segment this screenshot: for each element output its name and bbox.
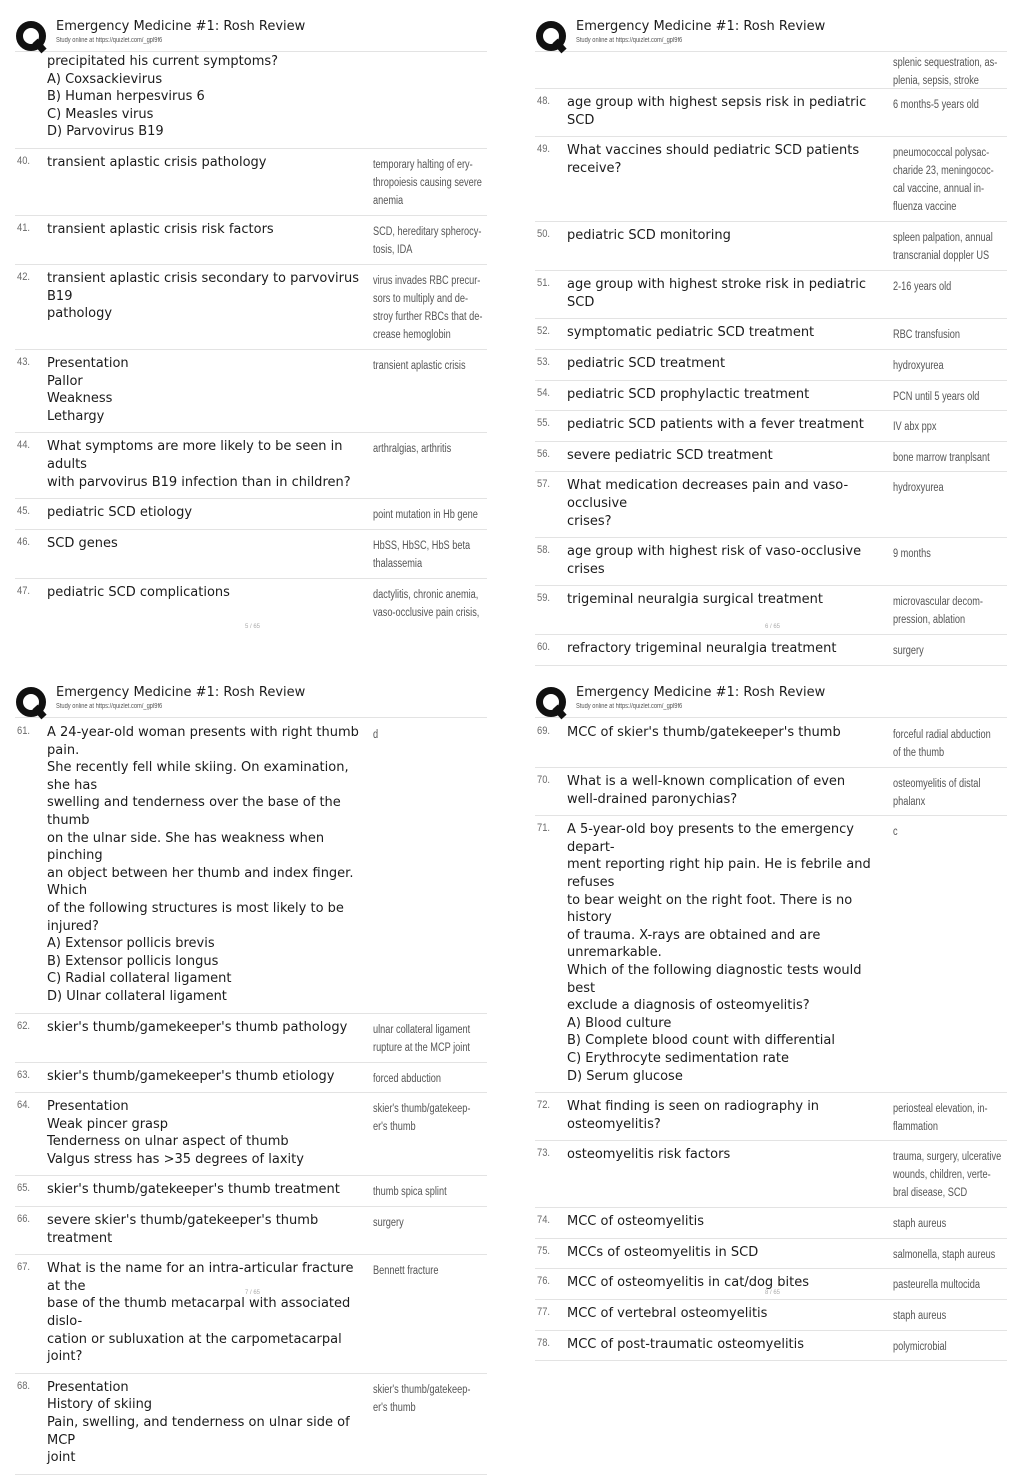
- flashcard-row: [15, 499, 487, 530]
- card-number: 74.: [537, 1214, 551, 1227]
- card-definition: salmonella, staph aureus: [893, 1248, 996, 1261]
- card-number: 71.: [537, 822, 551, 835]
- flashcard-row: [15, 149, 487, 216]
- flashcard-row: [15, 1063, 487, 1094]
- page-number: 8 / 65: [765, 1290, 781, 1296]
- header-title: Emergency Medicine #1: Rosh Review: [576, 19, 826, 34]
- page-number: 7 / 65: [245, 1290, 261, 1296]
- flashcard-row: [15, 265, 487, 350]
- document-page-6: [535, 14, 1025, 664]
- card-term: age group with highest risk of vaso-occlusive crises: [567, 544, 862, 577]
- header-title: Emergency Medicine #1: Rosh Review: [56, 685, 306, 700]
- card-term: severe pediatric SCD treatment: [567, 447, 773, 463]
- flashcard-row: [535, 319, 1007, 350]
- page-header: [15, 14, 487, 52]
- page-header: [535, 680, 1007, 718]
- page-header: [535, 14, 1007, 52]
- flashcard-row: [535, 816, 1007, 1093]
- card-definition: osteomyelitis of distal phalanx: [893, 778, 981, 808]
- flashcard-row: [15, 579, 487, 627]
- header-subtitle: Study online at https://quizlet.com/_gpl9f6: [576, 703, 683, 710]
- card-number: 48.: [537, 95, 551, 107]
- flashcard-row: [535, 442, 1007, 473]
- card-number: 42.: [17, 270, 31, 283]
- card-number: 78.: [537, 1336, 551, 1349]
- card-term: MCC of osteomyelitis: [567, 1214, 705, 1230]
- card-term: pediatric SCD prophylactic treatment: [567, 386, 810, 402]
- card-definition: RBC transfusion: [893, 329, 960, 342]
- card-definition: ulnar collateral ligament rupture at the MCP joint: [373, 1023, 471, 1054]
- header-title: Emergency Medicine #1: Rosh Review: [576, 685, 826, 700]
- card-definition: splenic sequestration, as- plenia, sepsis, stroke: [893, 57, 998, 87]
- quizlet-logo-icon: [535, 686, 569, 720]
- card-number: 46.: [17, 535, 31, 548]
- card-definition: virus invades RBC precur- sors to multiply and de- stroy further RBCs that de- crease hemoglobin: [373, 274, 483, 341]
- card-number: 57.: [537, 478, 551, 491]
- card-term: Presentation History of skiing Pain, swelling, and tenderness on ulnar side of MCP joint: [47, 1379, 350, 1466]
- card-number: 44.: [17, 439, 31, 452]
- flashcard-row: [535, 1093, 1007, 1141]
- card-number: 63.: [17, 1068, 31, 1081]
- card-number: 77.: [537, 1306, 551, 1319]
- card-definition: point mutation in Hb gene: [373, 509, 478, 522]
- card-term: transient aplastic crisis risk factors: [47, 221, 274, 237]
- card-number: 60.: [537, 641, 551, 654]
- card-term: MCC of osteomyelitis in cat/dog bites: [567, 1275, 810, 1291]
- card-number: 64.: [17, 1099, 31, 1112]
- page-number: 6 / 65: [765, 624, 781, 630]
- card-term: MCC of post-traumatic osteomyelitis: [567, 1336, 805, 1352]
- card-definition: 6 months-5 years old: [893, 99, 979, 111]
- card-term: precipitated his current symptoms? A) Coxsackievirus B) Human herpesvirus 6 C) Measles virus D) Parvovirus B19: [47, 54, 279, 140]
- card-number: 67.: [17, 1261, 31, 1274]
- card-term: trigeminal neuralgia surgical treatment: [567, 592, 823, 608]
- card-definition: hydroxyurea: [893, 482, 944, 495]
- card-number: 73.: [537, 1147, 551, 1160]
- card-term: transient aplastic crisis pathology: [47, 154, 267, 170]
- flashcard-row: [535, 271, 1007, 319]
- flashcard-row: [535, 538, 1007, 586]
- card-number: 52.: [537, 325, 551, 338]
- card-term: What finding is seen on radiography in osteomyelitis?: [567, 1099, 820, 1132]
- card-definition: temporary halting of ery- thropoiesis causing severe anemia: [373, 158, 482, 207]
- card-number: 47.: [17, 584, 31, 597]
- flashcard-row: [15, 1255, 487, 1374]
- card-definition: bone marrow tranplsant: [893, 451, 990, 464]
- card-term: pediatric SCD patients with a fever treatment: [567, 417, 864, 433]
- document-page-7: [15, 680, 505, 1466]
- card-term: age group with highest sepsis risk in pediatric SCD: [567, 95, 867, 128]
- card-term: MCC of skier's thumb/gatekeeper's thumb: [567, 725, 841, 740]
- card-number: 70.: [537, 774, 551, 786]
- card-number: 54.: [537, 386, 551, 399]
- card-term: Presentation Weak pincer grasp Tenderness on ulnar aspect of thumb Valgus stress has >35 degrees of laxity: [47, 1099, 304, 1167]
- card-definition: IV abx ppx: [893, 421, 937, 434]
- flashcard-row: [535, 53, 1007, 89]
- card-term: What is a well-known complication of even well-drained paronychias?: [567, 774, 846, 807]
- header-title: Emergency Medicine #1: Rosh Review: [56, 19, 306, 34]
- flashcard-row: [15, 1207, 487, 1255]
- flashcard-row: [535, 1208, 1007, 1239]
- card-number: 68.: [17, 1379, 31, 1392]
- card-number: 43.: [17, 355, 31, 368]
- card-term: skier's thumb/gatekeeper's thumb treatment: [47, 1182, 340, 1198]
- card-number: 55.: [537, 417, 551, 430]
- flashcard-row: [535, 222, 1007, 271]
- card-definition: microvascular decom- pression, ablation: [893, 596, 983, 627]
- card-term: pediatric SCD treatment: [567, 355, 726, 371]
- document-page-8: [535, 680, 1025, 1353]
- card-definition: surgery: [373, 1217, 404, 1230]
- card-number: 50.: [537, 228, 551, 241]
- card-number: 59.: [537, 592, 551, 605]
- card-number: 75.: [537, 1244, 551, 1257]
- flashcard-row: [535, 381, 1007, 412]
- flashcard-row: [535, 719, 1007, 768]
- card-definition: SCD, hereditary spherocy- tosis, IDA: [373, 225, 482, 256]
- card-definition: 2-16 years old: [893, 281, 952, 294]
- flashcard-row: [15, 350, 487, 433]
- document-page-5: [15, 14, 505, 664]
- flashcard-list: [535, 53, 1007, 666]
- header-subtitle: Study online at https://quizlet.com/_gpl9f6: [576, 37, 683, 44]
- card-definition: Bennett fracture: [373, 1265, 439, 1278]
- header-subtitle: Study online at https://quizlet.com/_gpl9f6: [56, 37, 163, 44]
- flashcard-row: [15, 719, 487, 1014]
- card-definition: d: [373, 729, 379, 741]
- card-number: 56.: [537, 447, 551, 460]
- card-definition: arthralgias, arthritis: [373, 443, 452, 456]
- card-term: A 5-year-old boy presents to the emergency depart- ment reporting right hip pain. He is febrile and refuses to bear weight on the right foot. There is no history of trauma. X-rays are obtained and are unremarkable. Which of the following diagnostic tests would best exclude a diagnosis of osteomyelitis? A) Blood culture B) Complete blood count with differential C) Erythrocyte sedimentation rate D) Serum glucose: [567, 822, 871, 1084]
- card-term: symptomatic pediatric SCD treatment: [567, 325, 815, 341]
- card-term: pediatric SCD monitoring: [567, 228, 731, 244]
- flashcard-row: [535, 1331, 1007, 1362]
- flashcard-row: [15, 216, 487, 265]
- card-number: 65.: [17, 1182, 31, 1195]
- card-definition: trauma, surgery, ulcerative wounds, children, verte- bral disease, SCD: [893, 1151, 1002, 1200]
- card-term: What vaccines should pediatric SCD patients receive?: [567, 143, 860, 176]
- card-term: MCCs of osteomyelitis in SCD: [567, 1244, 759, 1260]
- card-definition: pneumococcal polysac- charide 23, meningococ- cal vaccine, annual in- fluenza vaccine: [893, 147, 994, 214]
- flashcard-list: [15, 719, 487, 1475]
- card-number: 66.: [17, 1213, 31, 1226]
- flashcard-row: [15, 1093, 487, 1176]
- card-term: MCC of vertebral osteomyelitis: [567, 1306, 768, 1322]
- card-number: 61.: [17, 725, 31, 737]
- flashcard-list: [15, 53, 487, 627]
- card-definition: spleen palpation, annual transcranial doppler US: [893, 232, 993, 263]
- card-definition: forced abduction: [373, 1072, 442, 1085]
- flashcard-row: [15, 53, 487, 149]
- card-term: A 24-year-old woman presents with right thumb pain. She recently fell while skiing. On examination, she has swelling and tenderness over the base of the thumb on the ulnar side. She has weakness when pinching an object between her thumb and index finger. Which of the following structures is most likely to be injured? A) Extensor pollicis brevis B) Extensor pollicis longus C) Radial collateral ligament D) Ulnar collateral ligament: [47, 725, 359, 1004]
- card-definition: pasteurella multocida: [893, 1279, 980, 1292]
- card-definition: skier's thumb/gatekeep- er's thumb: [373, 1383, 471, 1414]
- flashcard-row: [535, 768, 1007, 816]
- card-number: 41.: [17, 221, 31, 234]
- flashcard-row: [535, 350, 1007, 381]
- card-term: refractory trigeminal neuralgia treatment: [567, 641, 837, 657]
- card-definition: dactylitis, chronic anemia, vaso-occlusive pain crisis,: [373, 588, 480, 619]
- card-definition: periosteal elevation, in- flammation: [893, 1103, 988, 1134]
- flashcard-row: [15, 1374, 487, 1475]
- card-term: SCD genes: [47, 535, 118, 551]
- card-definition: hydroxyurea: [893, 359, 944, 372]
- card-term: pediatric SCD etiology: [47, 505, 193, 521]
- flashcard-row: [15, 433, 487, 499]
- flashcard-row: [15, 1176, 487, 1207]
- card-term: What symptoms are more likely to be seen in adults with parvovirus B19 infection than in children?: [47, 439, 351, 490]
- card-definition: polymicrobial: [893, 1340, 947, 1353]
- flashcard-row: [535, 411, 1007, 442]
- quizlet-logo-icon: [15, 686, 49, 720]
- card-definition: c: [893, 826, 898, 839]
- card-definition: surgery: [893, 645, 924, 658]
- card-term: age group with highest stroke risk in pediatric SCD: [567, 277, 867, 310]
- card-term: pediatric SCD complications: [47, 584, 230, 600]
- header-subtitle: Study online at https://quizlet.com/_gpl9f6: [56, 703, 163, 710]
- flashcard-row: [15, 1014, 487, 1063]
- flashcard-list: [535, 719, 1007, 1361]
- card-term: skier's thumb/gamekeeper's thumb pathology: [47, 1019, 348, 1035]
- flashcard-row: [535, 472, 1007, 538]
- card-number: 58.: [537, 544, 551, 557]
- flashcard-row: [535, 89, 1007, 137]
- card-number: 62.: [17, 1019, 31, 1032]
- page-number: 5 / 65: [245, 624, 261, 630]
- card-definition: thumb spica splint: [373, 1186, 447, 1199]
- card-number: 40.: [17, 154, 31, 167]
- flashcard-row: [535, 1141, 1007, 1208]
- card-definition: staph aureus: [893, 1218, 947, 1231]
- card-term: osteomyelitis risk factors: [567, 1147, 731, 1163]
- quizlet-logo-icon: [15, 20, 49, 54]
- card-term: What medication decreases pain and vaso-occlusive crises?: [567, 478, 849, 529]
- flashcard-row: [15, 530, 487, 579]
- flashcard-row: [535, 635, 1007, 666]
- flashcard-row: [535, 1300, 1007, 1331]
- card-definition: PCN until 5 years old: [893, 390, 980, 403]
- card-definition: skier's thumb/gatekeep- er's thumb: [373, 1103, 471, 1134]
- card-number: 51.: [537, 277, 551, 290]
- card-definition: staph aureus: [893, 1310, 947, 1323]
- page-header: [15, 680, 487, 718]
- card-term: Presentation Pallor Weakness Lethargy: [47, 355, 129, 424]
- card-number: 69.: [537, 725, 551, 737]
- card-term: [567, 53, 889, 81]
- card-definition: transient aplastic crisis: [373, 359, 466, 372]
- card-number: 49.: [537, 143, 551, 156]
- card-term: transient aplastic crisis secondary to parvovirus B19 pathology: [47, 270, 360, 322]
- card-definition: 9 months: [893, 548, 931, 561]
- card-definition: HbSS, HbSC, HbS beta thalassemia: [373, 539, 471, 570]
- card-number: 76.: [537, 1275, 551, 1288]
- flashcard-row: [535, 1239, 1007, 1270]
- card-number: 53.: [537, 355, 551, 368]
- flashcard-row: [535, 137, 1007, 222]
- card-definition: forceful radial abduction of the thumb: [893, 729, 991, 759]
- card-term: What is the name for an intra-articular fracture at the base of the thumb metacarpal with associated dislo- cation or subluxation at the carpometacarpal joint?: [47, 1261, 354, 1365]
- card-number: 72.: [537, 1099, 551, 1112]
- card-number: 45.: [17, 505, 31, 518]
- card-term: severe skier's thumb/gatekeeper's thumb treatment: [47, 1213, 319, 1246]
- card-term: skier's thumb/gamekeeper's thumb etiology: [47, 1068, 335, 1084]
- quizlet-logo-icon: [535, 20, 569, 54]
